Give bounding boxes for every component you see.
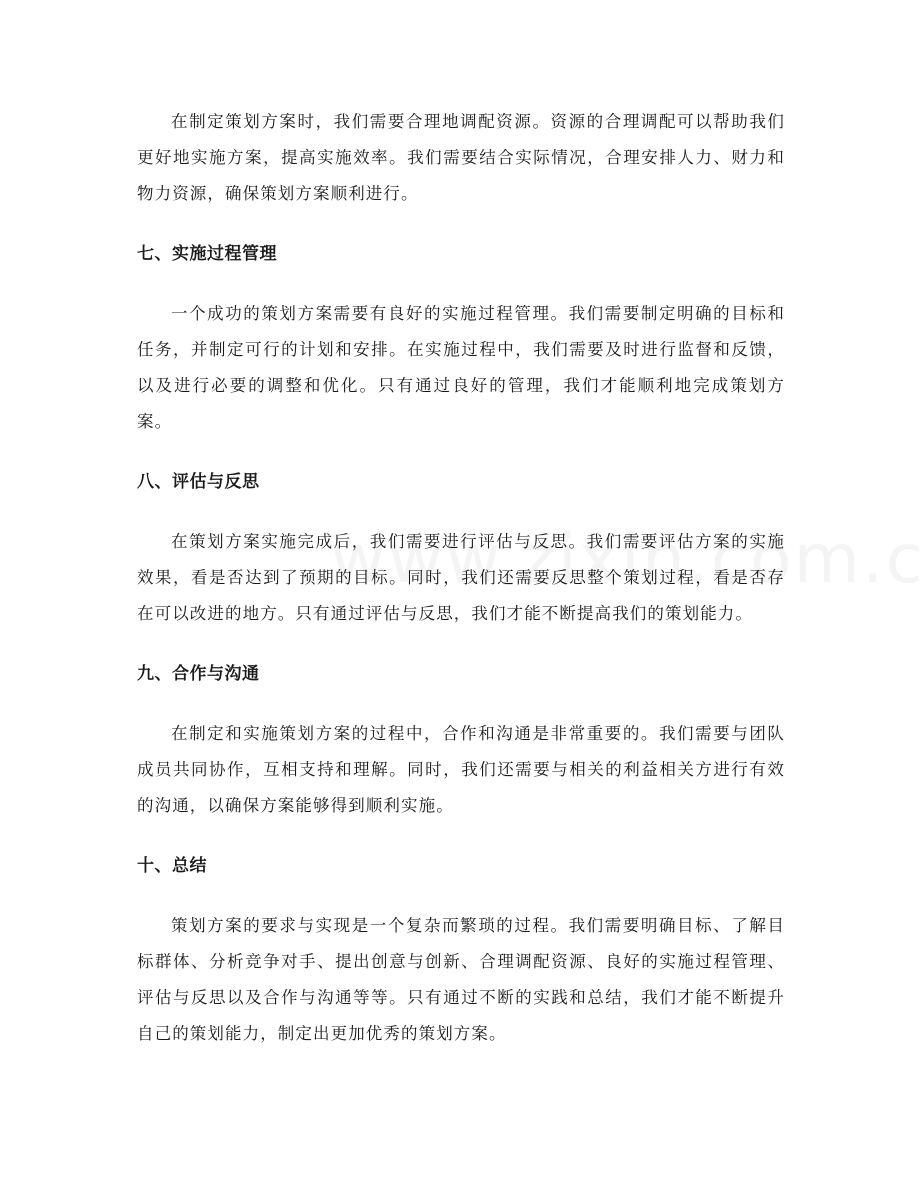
paragraph-evaluation-reflection: 在策划方案实施完成后，我们需要进行评估与反思。我们需要评估方案的实施效果，看是否达到了预期的目标。同时，我们还需要反思整个策划过程，看是否存在可以改进的地方。只有通过评估与反思，我们才能不断提高我们的策划能力。 — [137, 532, 785, 623]
paragraph-implementation-management: 一个成功的策划方案需要有良好的实施过程管理。我们需要制定明确的目标和任务，并制定可行的计划和安排。在实施过程中，我们需要及时进行监督和反馈，以及进行必要的调整和优化。只有通过良好的管理，我们才能顺利地完成策划方案。 — [137, 304, 785, 431]
paragraph-summary: 策划方案的要求与实现是一个复杂而繁琐的过程。我们需要明确目标、了解目标群体、分析竞争对手、提出创意与创新、合理调配资源、良好的实施过程管理、评估与反思以及合作与沟通等等。只有通过不断的实践和总结，我们才能不断提升自己的策划能力，制定出更加优秀的策划方案。 — [137, 916, 785, 1043]
section-heading-7: 七、实施过程管理 — [137, 244, 277, 264]
paragraph-cooperation-communication: 在制定和实施策划方案的过程中，合作和沟通是非常重要的。我们需要与团队成员共同协作，互相支持和理解。同时，我们还需要与相关的利益相关方进行有效的沟通，以确保方案能够得到顺利实施。 — [137, 724, 785, 815]
section-heading-9: 九、合作与沟通 — [137, 664, 260, 684]
section-heading-8: 八、评估与反思 — [137, 472, 260, 492]
section-heading-10: 十、总结 — [137, 856, 207, 876]
document-body — [137, 104, 785, 1052]
paragraph-resource-allocation: 在制定策划方案时，我们需要合理地调配资源。资源的合理调配可以帮助我们更好地实施方案，提高实施效率。我们需要结合实际情况，合理安排人力、财力和物力资源，确保策划方案顺利进行。 — [137, 112, 785, 203]
